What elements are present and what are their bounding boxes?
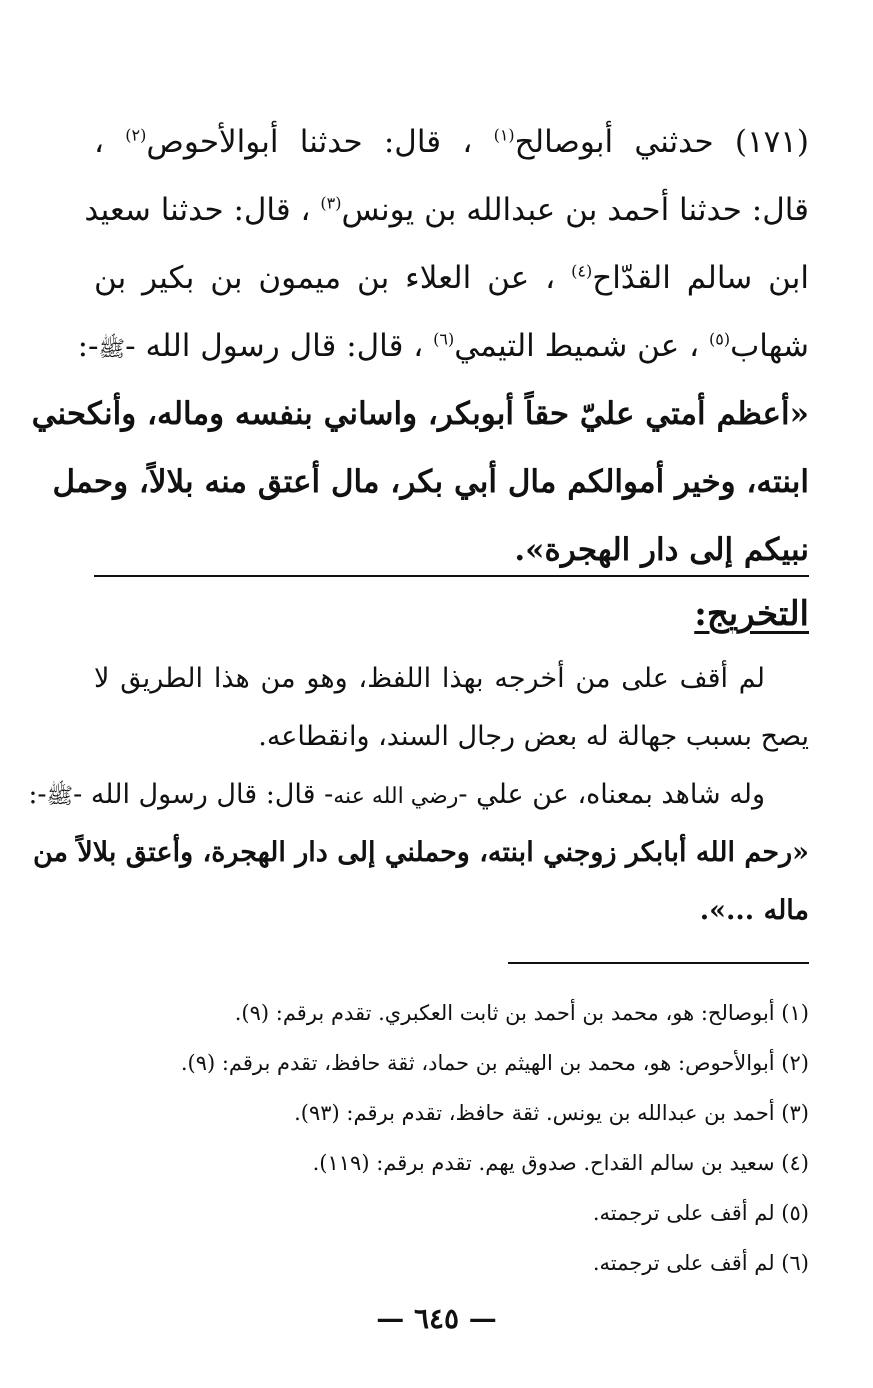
footnote-ref-5: (٥): [709, 329, 731, 349]
hadith-text-segment: (١٧١) حدثني أبوصالح: [514, 124, 809, 160]
hadith-text-segment: ، عن شميط التيمي: [454, 328, 700, 364]
hadith-text-segment: ، قال: حدثنا أبوالأحوص: [146, 124, 473, 160]
footnote-ref-2: (٢): [125, 125, 147, 145]
hadith-quote-line-2: ابنته، وخير أموالكم مال أبي بكر، مال أعتق منه بلالاً، وحمل: [52, 464, 809, 500]
takhrij-heading: التخريج:: [694, 594, 809, 634]
takhrij-quote-line-2: ماله ...».: [699, 895, 809, 926]
footnote-1: (١) أبوصالح: هو، محمد بن أحمد بن ثابت العكبري. تقدم برقم: (٩).: [234, 1001, 809, 1025]
footnote-divider: [508, 962, 809, 964]
page-number: — ٦٤٥ —: [376, 1302, 497, 1335]
hadith-quote-line-1: «أعظم أمتي عليّ حقاً أبوبكر، واساني بنفسه وماله، وأنكحني: [31, 396, 809, 432]
radiallah-symbol: رضي الله عنه: [333, 784, 459, 809]
hadith-text-segment: ، عن العلاء بن ميمون بن بكير بن: [94, 260, 556, 296]
hadith-line-2: [84, 176, 809, 244]
hadith-text-segment: شهاب: [730, 328, 809, 364]
takhrij-text-segment: -:: [28, 779, 47, 810]
footnote-3: (٣) أحمد بن عبدالله بن يونس. ثقة حافظ، تقدم برقم: (٩٣).: [294, 1101, 809, 1125]
hadith-text-segment: قال: حدثنا أحمد بن عبدالله بن يونس: [341, 192, 809, 228]
takhrij-quote-line-1: «رحم الله أبابكر زوجني ابنته، وحملني إلى دار الهجرة، وأعتق بلالاً من: [32, 837, 809, 868]
footnote-6: (٦) لم أقف على ترجمته.: [592, 1251, 809, 1275]
hadith-quote-line-3: نبيكم إلى دار الهجرة».: [514, 532, 809, 568]
hadith-line-1: [94, 108, 809, 176]
hadith-text-segment: ، قال: حدثنا سعيد: [84, 192, 311, 228]
footnote-ref-6: (٦): [433, 329, 455, 349]
hadith-text-segment: -:: [77, 328, 99, 364]
footnotes: [90, 988, 809, 1288]
hadith-line-3: [94, 244, 809, 312]
hadith-text: [31, 108, 809, 584]
salawat-symbol: ﷺ: [46, 784, 74, 809]
takhrij-line-1: لم أقف على من أخرجه بهذا اللفظ، وهو من هذا الطريق لا: [94, 663, 765, 694]
footnote-2: (٢) أبوالأحوص: هو، محمد بن الهيثم بن حماد، ثقة حافظ، تقدم برقم: (٩).: [180, 1051, 809, 1075]
hadith-text-segment: ، قال: قال رسول الله -: [125, 328, 424, 364]
takhrij-line-2: يصح بسبب جهالة له بعض رجال السند، وانقطاعه.: [258, 721, 809, 752]
hadith-line-4: [77, 312, 809, 380]
takhrij-text: [28, 650, 809, 940]
footnote-ref-1: (١): [493, 125, 515, 145]
salawat-symbol: ﷺ: [98, 337, 126, 362]
hadith-text-segment: ،: [94, 124, 105, 160]
takhrij-line-3: [28, 766, 809, 824]
footnote-ref-4: (٤): [571, 261, 593, 281]
hadith-text-segment: ابن سالم القدّاح: [592, 260, 809, 296]
section-divider: [94, 575, 809, 577]
takhrij-text-segment: وله شاهد بمعناه، عن علي -: [458, 779, 765, 810]
footnote-ref-3: (٣): [320, 193, 342, 213]
footnote-5: (٥) لم أقف على ترجمته.: [592, 1201, 809, 1225]
takhrij-text-segment: - قال: قال رسول الله -: [73, 779, 334, 810]
footnote-4: (٤) سعيد بن سالم القداح. صدوق يهم. تقدم برقم: (١١٩).: [312, 1151, 809, 1175]
